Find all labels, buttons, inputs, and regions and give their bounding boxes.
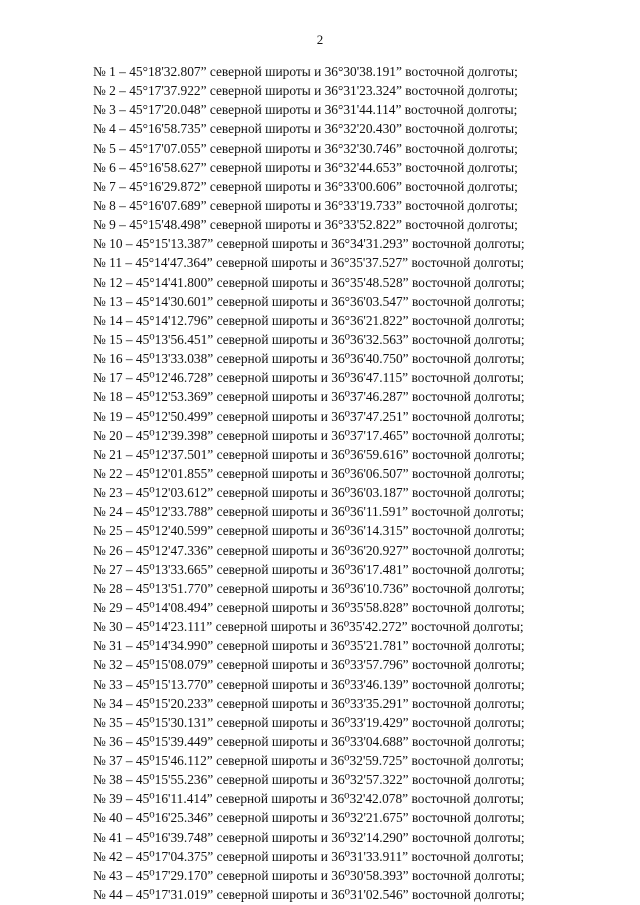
coordinate-line: № 12 – 45°14'41.800” северной широты и 36°35'48.528” восточной долготы; <box>93 274 525 290</box>
coordinate-line: № 27 – 45⁰13'33.665” северной широты и 36⁰36'17.481” восточной долготы; <box>93 561 525 577</box>
coordinate-line: № 18 – 45⁰12'53.369” северной широты и 36⁰37'46.287” восточной долготы; <box>93 389 525 405</box>
coordinate-line: № 43 – 45⁰17'29.170” северной широты и 36⁰30'58.393” восточной долготы; <box>93 867 525 883</box>
coordinate-line: № 31 – 45⁰14'34.990” северной широты и 36⁰35'21.781” восточной долготы; <box>93 638 525 654</box>
coordinate-line: № 34 – 45⁰15'20.233” северной широты и 36⁰33'35.291” восточной долготы; <box>93 695 525 711</box>
coordinate-line: № 13 – 45°14'30.601” северной широты и 36°36'03.547” восточной долготы; <box>93 293 525 309</box>
coordinate-line: № 5 – 45°17'07.055” северной широты и 36°32'30.746” восточной долготы; <box>93 140 518 156</box>
coordinate-line: № 36 – 45⁰15'39.449” северной широты и 36⁰33'04.688” восточной долготы; <box>93 733 525 749</box>
coordinate-line: № 15 – 45⁰13'56.451” северной широты и 36⁰36'32.563” восточной долготы; <box>93 331 525 347</box>
coordinate-line: № 23 – 45⁰12'03.612” северной широты и 36⁰36'03.187” восточной долготы; <box>93 485 525 501</box>
coordinate-line: № 40 – 45⁰16'25.346” северной широты и 36⁰32'21.675” восточной долготы; <box>93 810 525 826</box>
coordinate-line: № 42 – 45⁰17'04.375” северной широты и 36⁰31'33.911” восточной долготы; <box>93 848 525 864</box>
coordinate-line: № 11 – 45°14'47.364” северной широты и 36°35'37.527” восточной долготы; <box>93 255 525 271</box>
coordinate-line: № 32 – 45⁰15'08.079” северной широты и 36⁰33'57.796” восточной долготы; <box>93 657 525 673</box>
coordinate-line: № 44 – 45⁰17'31.019” северной широты и 36⁰31'02.546” восточной долготы; <box>93 887 525 903</box>
coordinate-line: № 14 – 45°14'12.796” северной широты и 36°36'21.822” восточной долготы; <box>93 312 525 328</box>
coordinate-line: № 38 – 45⁰15'55.236” северной широты и 36⁰32'57.322” восточной долготы; <box>93 772 525 788</box>
coordinate-line: № 39 – 45⁰16'11.414” северной широты и 36⁰32'42.078” восточной долготы; <box>93 791 525 807</box>
coordinate-line: № 22 – 45⁰12'01.855” северной широты и 36⁰36'06.507” восточной долготы; <box>93 465 525 481</box>
coordinate-line: № 8 – 45°16'07.689” северной широты и 36°33'19.733” восточной долготы; <box>93 197 518 213</box>
coordinate-line: № 24 – 45⁰12'33.788” северной широты и 36⁰36'11.591” восточной долготы; <box>93 504 525 520</box>
coordinate-line: № 29 – 45⁰14'08.494” северной широты и 36⁰35'58.828” восточной долготы; <box>93 599 525 615</box>
coordinate-line: № 10 – 45°15'13.387” северной широты и 36°34'31.293” восточной долготы; <box>93 236 525 252</box>
coordinate-line: № 19 – 45⁰12'50.499” северной широты и 36⁰37'47.251” восточной долготы; <box>93 408 525 424</box>
coordinate-line: № 20 – 45⁰12'39.398” северной широты и 36⁰37'17.465” восточной долготы; <box>93 427 525 443</box>
page-number: 2 <box>316 32 324 47</box>
coordinate-line: № 17 – 45⁰12'46.728” северной широты и 36⁰36'47.115” восточной долготы; <box>93 370 525 386</box>
coordinate-line: № 25 – 45⁰12'40.599” северной широты и 36⁰36'14.315” восточной долготы; <box>93 523 525 539</box>
coordinate-line: № 28 – 45⁰13'51.770” северной широты и 36⁰36'10.736” восточной долготы; <box>93 580 525 596</box>
coordinate-line: № 6 – 45°16'58.627” северной широты и 36°32'44.653” восточной долготы; <box>93 159 518 175</box>
coordinate-line: № 37 – 45⁰15'46.112” северной широты и 36⁰32'59.725” восточной долготы; <box>93 753 525 769</box>
coordinate-line: № 4 – 45°16'58.735” северной широты и 36°32'20.430” восточной долготы; <box>93 121 518 137</box>
coordinate-line: № 3 – 45°17'20.048” северной широты и 36°31'44.114” восточной долготы; <box>93 102 518 118</box>
coordinate-list <box>93 62 593 904</box>
coordinate-line: № 9 – 45°15'48.498” северной широты и 36°33'52.822” восточной долготы; <box>93 217 518 233</box>
coordinate-line: № 7 – 45°16'29.872” северной широты и 36°33'00.606” восточной долготы; <box>93 178 518 194</box>
coordinate-line: № 2 – 45°17'37.922” северной широты и 36°31'23.324” восточной долготы; <box>93 83 518 99</box>
coordinate-line: № 35 – 45⁰15'30.131” северной широты и 36⁰33'19.429” восточной долготы; <box>93 714 525 730</box>
coordinate-line: № 26 – 45⁰12'47.336” северной широты и 36⁰36'20.927” восточной долготы; <box>93 542 525 558</box>
coordinate-line: № 16 – 45⁰13'33.038” северной широты и 36⁰36'40.750” восточной долготы; <box>93 351 525 367</box>
coordinate-line: № 30 – 45⁰14'23.111” северной широты и 36⁰35'42.272” восточной долготы; <box>93 619 524 635</box>
coordinate-line: № 33 – 45⁰15'13.770” северной широты и 36⁰33'46.139” восточной долготы; <box>93 676 525 692</box>
coordinate-line: № 1 – 45°18'32.807” северной широты и 36°30'38.191” восточной долготы; <box>93 64 518 79</box>
coordinate-line: № 21 – 45⁰12'37.501” северной широты и 36⁰36'59.616” восточной долготы; <box>93 446 525 462</box>
coordinate-line: № 41 – 45⁰16'39.748” северной широты и 36⁰32'14.290” восточной долготы; <box>93 829 525 845</box>
